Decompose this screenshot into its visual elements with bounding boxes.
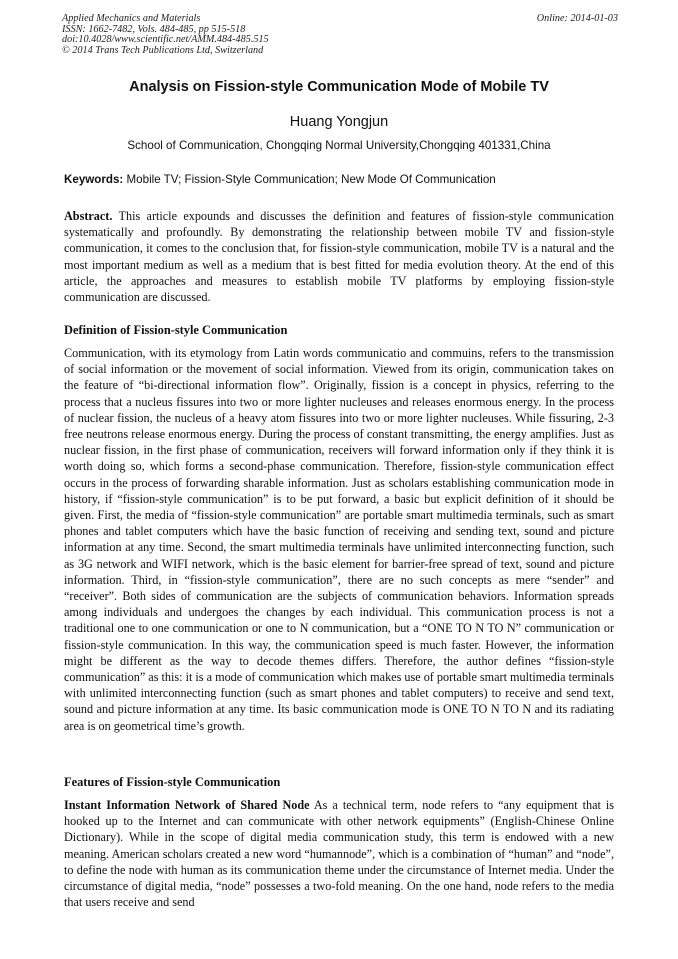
abstract-label: Abstract. — [64, 209, 113, 223]
keywords-label: Keywords: — [64, 173, 124, 186]
journal-name: Applied Mechanics and Materials — [62, 13, 201, 24]
section-heading-features: Features of Fission-style Communication — [64, 775, 281, 789]
keywords-text: Mobile TV; Fission-Style Communication; New Mode Of Communication — [126, 173, 496, 186]
online-date: Online: 2014-01-03 — [536, 13, 618, 24]
journal-header — [62, 14, 618, 56]
subsection-text-node: As a technical term, node refers to “any equipment that is hooked up to the Internet and can communicate with other network equipments” (English-Chinese Online Dictionary). While in the scope of digital media communication study, this term is endowed with a new meaning. American scholars created a new word “humannode”, which is a combination of “human” and “node”, to define the node with human as its communication theme under the circumstance of Internet media. Under the circumstance of digital media, “node” possesses a two-fold meaning. On the one hand, node refers to the media that users receive and send — [64, 798, 614, 910]
doi-line: doi:10.4028/www.scientific.net/AMM.484-485.515 — [62, 34, 269, 46]
issn-line: ISSN: 1662-7482, Vols. 484-485, pp 515-518 — [62, 23, 246, 35]
copyright-line: © 2014 Trans Tech Publications Ltd, Switzerland — [62, 44, 264, 56]
abstract — [64, 208, 614, 305]
abstract-text: This article expounds and discusses the definition and features of fission-style communication systematically and profoundly. By demonstrating the relationship between mobile TV and fission-style communication, it comes to the conclusion that, for fission-style communication, mobile TV is a natural and the most important medium as well as a medium that is best fitted for media evolution theory. At the end of this article, the approaches and measures to establish mobile TV platforms by employing fission-style communication are discussed. — [64, 209, 615, 305]
section-body-features — [64, 797, 614, 910]
paper-title: Analysis on Fission-style Communication Mode of Mobile TV — [129, 79, 549, 95]
author-name: Huang Yongjun — [289, 114, 389, 130]
keywords — [64, 173, 616, 186]
subsection-heading-node: Instant Information Network of Shared Node — [64, 798, 310, 812]
author-affiliation: School of Communication, Chongqing Normal University,Chongqing 401331,China — [127, 139, 551, 152]
section-body-definition: Communication, with its etymology from Latin words communicatio and commuins, refers to the transmission of social information or the movement of social information. Viewed from its origin, communication takes on the feature of “bi-directional information flow”. Originally, fission is a concept in physics, referring to the process that a nucleus fissures into two or more lighter nucleuses and releases enormous energy. In the process of nuclear fission, the nucleus of a heavy atom fissures into two or more lighter nucleuses. While fissuring, 2-3 free neutrons release enormous energy. During the process of constant transmitting, the energy amplifies. Just as nuclear fission, in the first phase of communication, receivers will forward information only if they think it is worth doing so, which forms a second-phase communication. Therefore, fission-style communication effect occurs in the process of forwarding sharable information. Just as scholars establishing communication mode in history, if “fission-style communication” is to be put forward, a basic but explicit definition of it should be given. First, the media of “fission-style communication” are portable smart multimedia terminals, such as smart phones and tablet computers which have the basic function of receiving and sending text, sound and picture information at any time. Second, the smart multimedia terminals have unlimited interconnecting function, such as 3G network and WIFI network, which is the basic element for barrier-free spread of text, sound and picture information. Third, in “fission-style communication”, there are no such concepts as mere “sender” and “receiver”. Both sides of communication are the subjects of communication behaviors. Information spreads among individuals and undergoes the changes by each individual. This communication process is not a traditional one to one communication or one to N communication, but a “ONE TO N TO N” communication or fission-style communication. In this way, the communication speed is much faster. However, the information might be different as the way to decode themes differs. Therefore, the author defines “fission-style communication” as this: it is a mode of communication which makes use of portable smart multimedia terminals with unlimited interconnecting function (such as smart phones and tablet computers) to receive and send text, sound and picture information at any time. Its basic communication mode is ONE TO N TO N and its radiating area is on geometrical time’s growth. — [64, 346, 614, 733]
section-heading-definition: Definition of Fission-style Communication — [64, 323, 288, 337]
